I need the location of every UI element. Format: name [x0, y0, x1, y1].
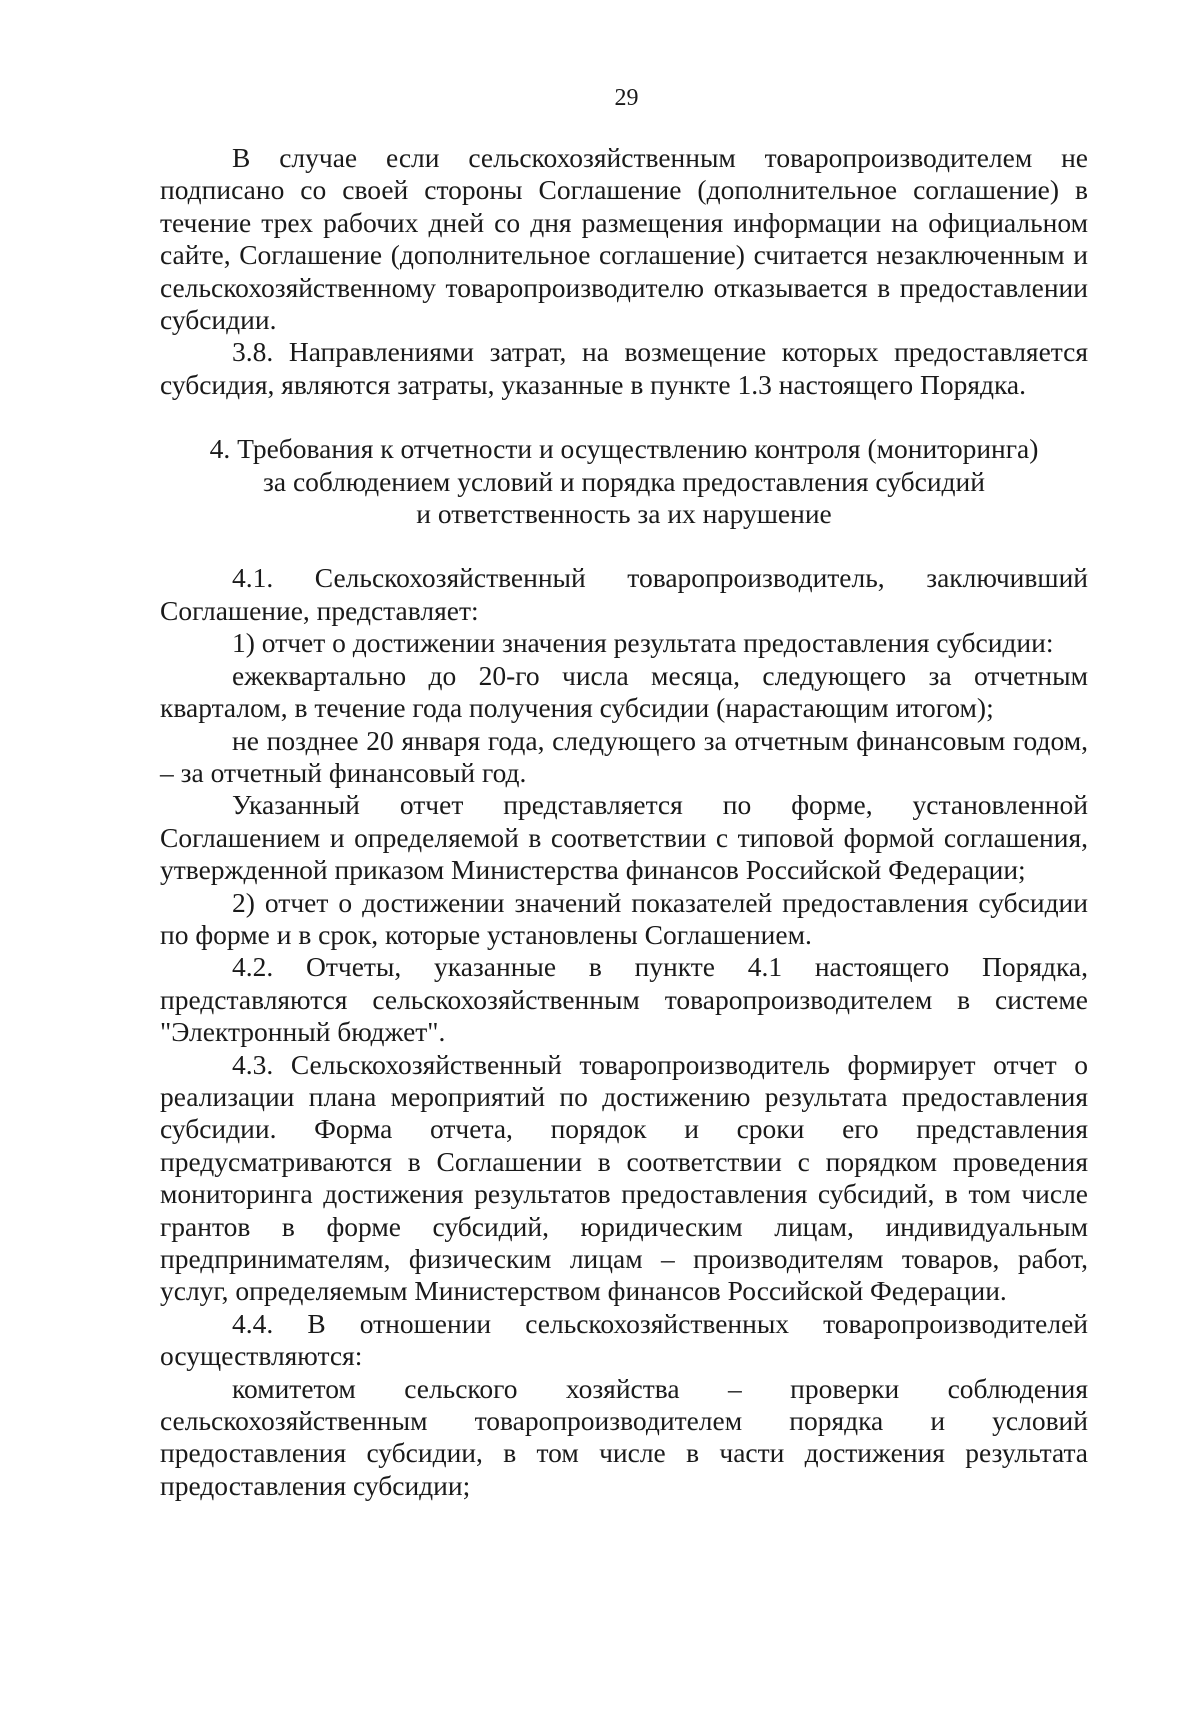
paragraph: 3.8. Направлениями затрат, на возмещение которых предоставляется субсидия, являются затраты, указанные в пункте 1.3 настоящего Порядка.	[160, 336, 1088, 400]
section-heading	[160, 433, 1088, 530]
paragraph: 2) отчет о достижении значений показателей предоставления субсидии по форме и в срок, которые установлены Соглашением.	[160, 886, 1088, 950]
paragraph: 4.2. Отчеты, указанные в пункте 4.1 настоящего Порядка, представляются сельскохозяйственным товаропроизводителем в системе "Электронный бюджет".	[160, 951, 1088, 1048]
paragraph: 4.4. В отношении сельскохозяйственных товаропроизводителей осуществляются:	[160, 1307, 1088, 1372]
paragraph: 1) отчет о достижении значения результата предоставления субсидии:	[232, 627, 1054, 659]
paragraph: не позднее 20 января года, следующего за отчетным финансовым годом, – за отчетный финансовый год.	[160, 724, 1088, 788]
section-heading-line: за соблюдением условий и порядка предоставления субсидий	[263, 465, 985, 497]
paragraph: 4.1. Сельскохозяйственный товаропроизводитель, заключивший Соглашение, представляет:	[160, 562, 1088, 626]
paragraph: комитетом сельского хозяйства – проверки соблюдения сельскохозяйственным товаропроизводителем порядка и условий предоставления субсидии, в том числе в части достижения результата предоставления субсидии;	[160, 1372, 1088, 1501]
document-body	[160, 142, 1088, 1502]
page-number: 29	[614, 85, 639, 111]
paragraph: ежеквартально до 20-го числа месяца, следующего за отчетным кварталом, в течение года получения субсидии (нарастающим итогом);	[160, 659, 1088, 724]
paragraph: 4.3. Сельскохозяйственный товаропроизводитель формирует отчет о реализации плана мероприятий по достижению результата предоставления субсидии. Форма отчета, порядок и сроки его представления предусматриваются в Соглашении в соответствии с порядком проведения мониторинга достижения результатов предоставления субсидий, в том числе грантов в форме субсидий, юридическим лицам, индивидуальным предпринимателям, физическим лицам – производителям товаров, работ, услуг, определяемым Министерством финансов Российской Федерации.	[160, 1048, 1088, 1307]
paragraph: Указанный отчет представляется по форме, установленной Соглашением и определяемой в соответствии с типовой формой соглашения, утвержденной приказом Министерства финансов Российской Федерации;	[160, 789, 1088, 886]
section-heading-line: и ответственность за их нарушение	[416, 498, 832, 530]
paragraph: В случае если сельскохозяйственным товаропроизводителем не подписано со своей стороны Соглашение (дополнительное соглашение) в течение трех рабочих дней со дня размещения информации на официальном сайте, Соглашение (дополнительное соглашение) считается незаключенным и сельскохозяйственному товаропроизводителю отказывается в предоставлении субсидии.	[160, 142, 1088, 336]
section-heading-line: 4. Требования к отчетности и осуществлению контроля (мониторинга)	[209, 433, 1039, 465]
